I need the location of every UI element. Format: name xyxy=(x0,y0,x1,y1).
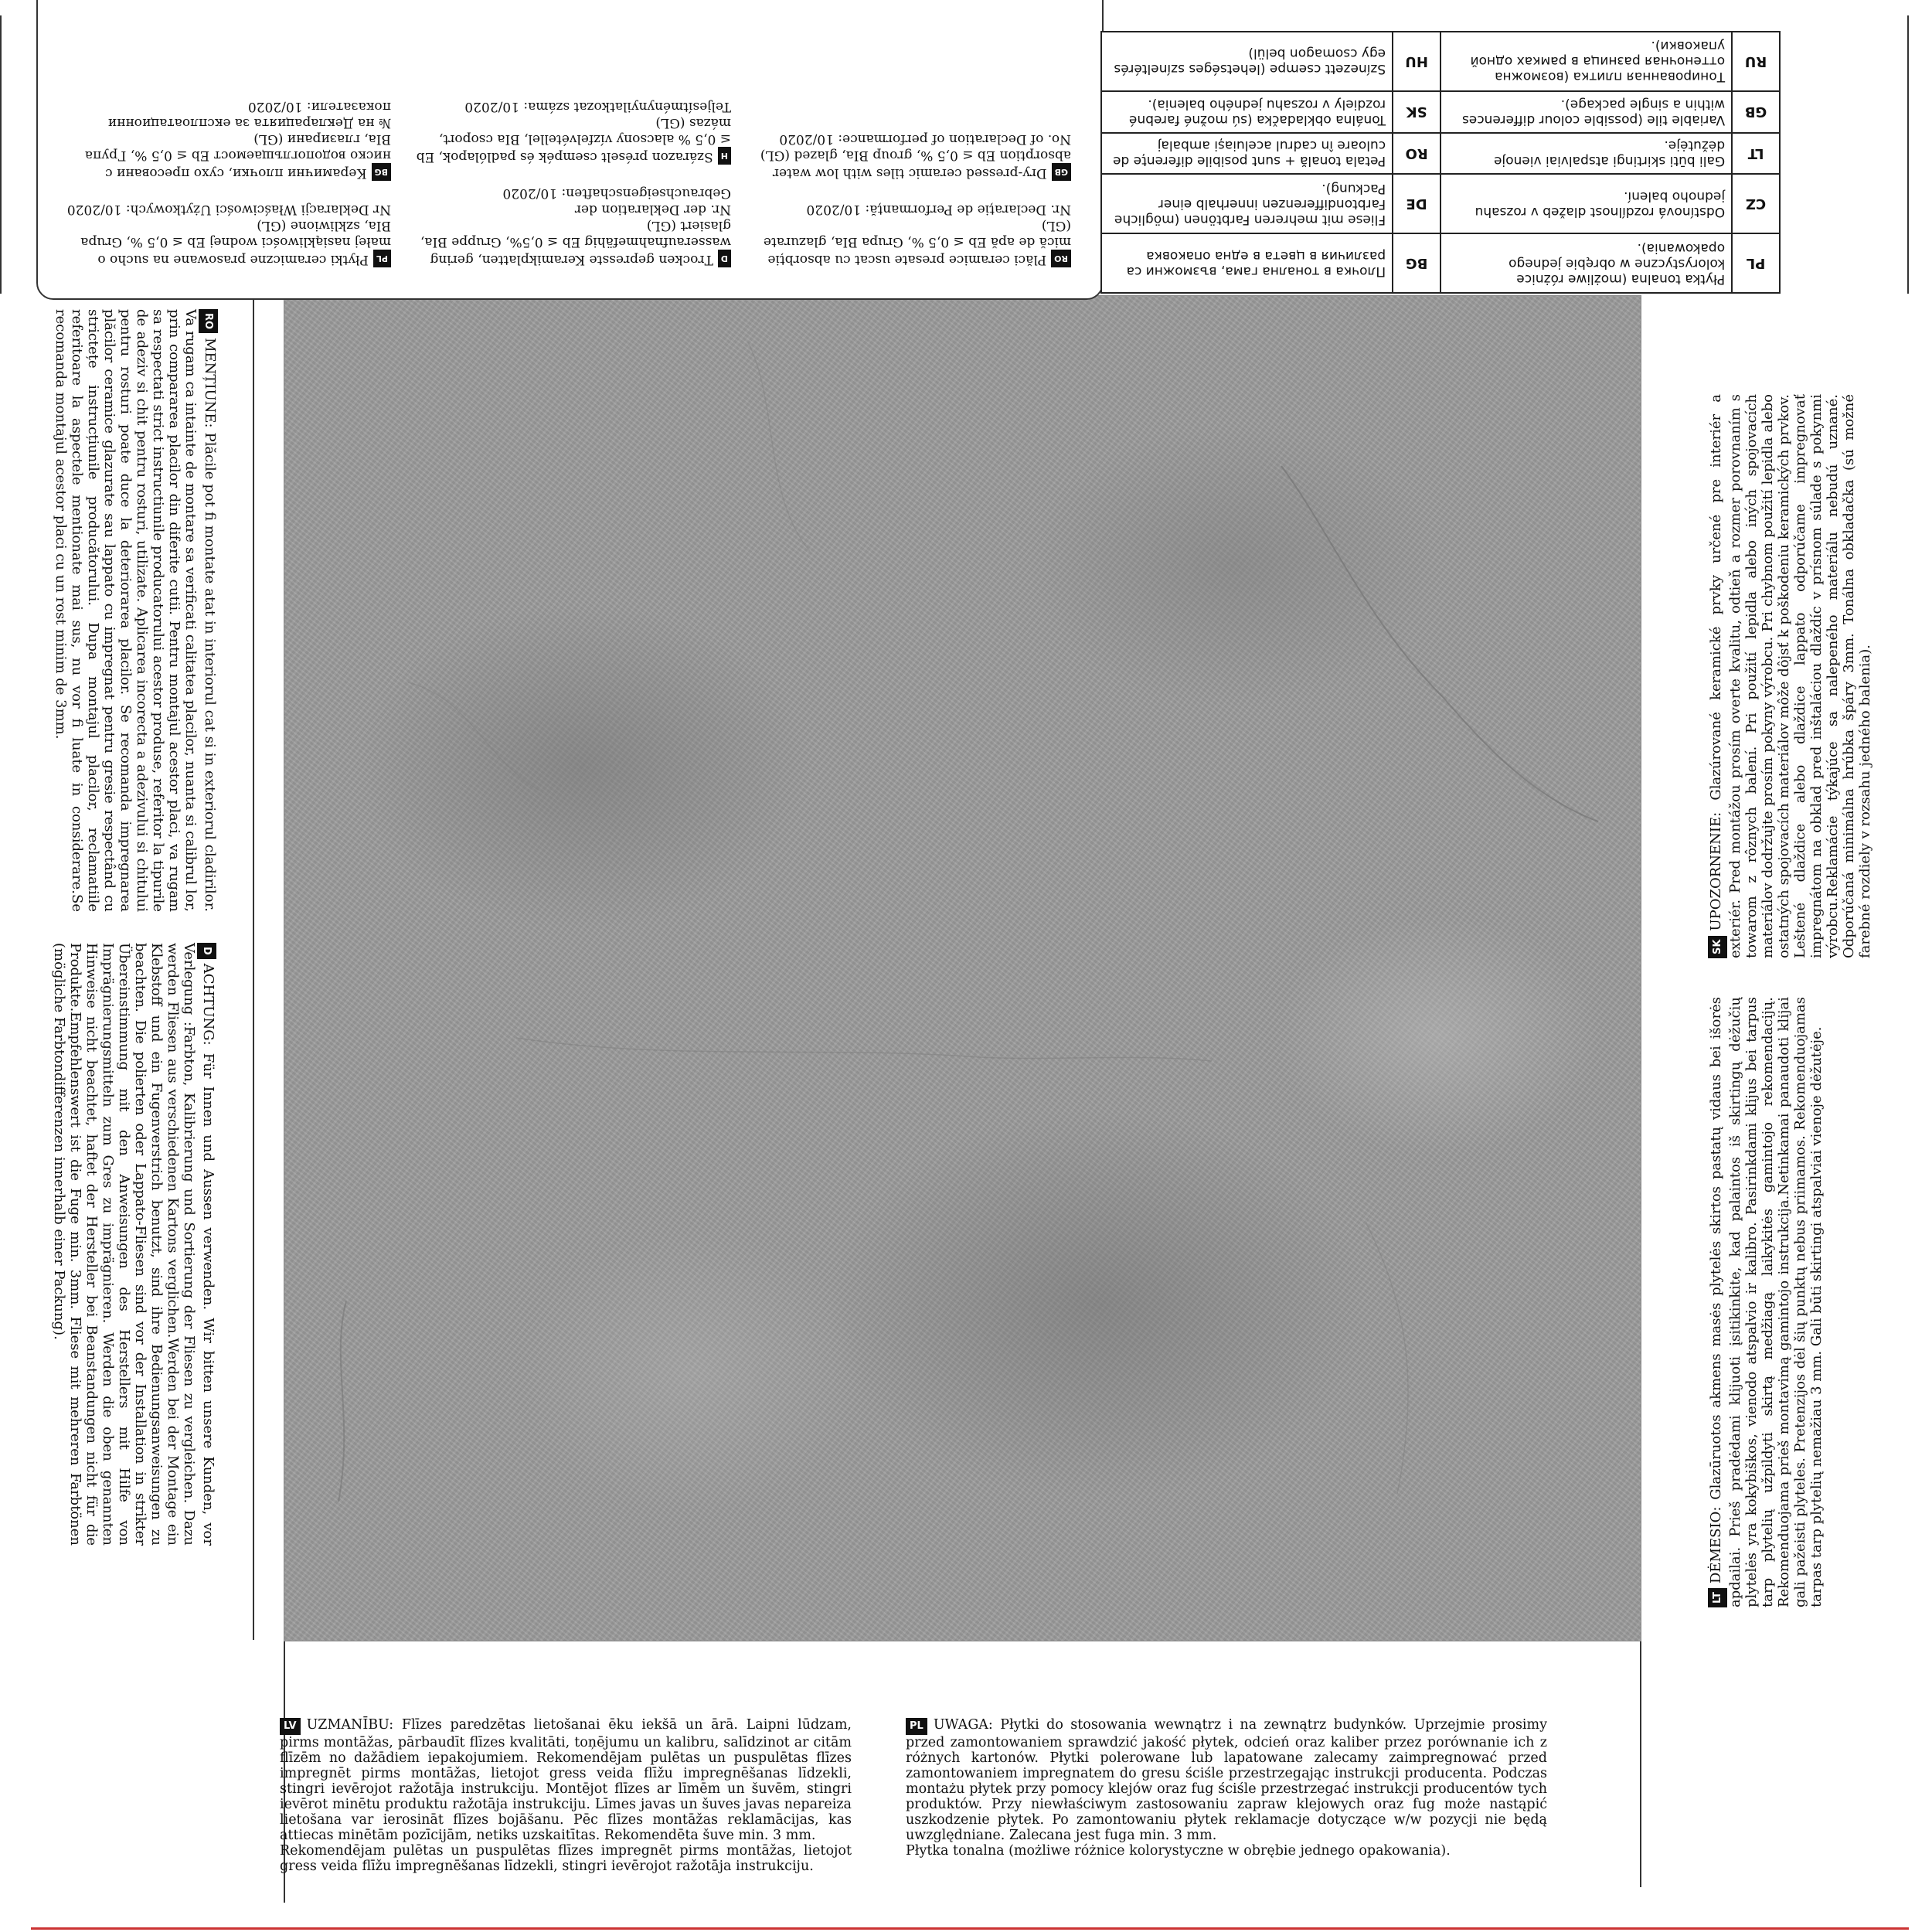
flap-decl: № на Декларацията за експлоатационни показатели: 10/2020 xyxy=(107,99,391,131)
notice-text-2: Rekomendējam pulētas un puspulētas flīzes impregnēt pirms montāžas, lietojot gress veida flīžu impregnēšanas līdzekli, stingri ievērojot ražotāja instrukciju. xyxy=(280,1843,852,1874)
table-row xyxy=(1101,174,1780,233)
tonal-variation-table xyxy=(1100,31,1781,294)
outline-right-top xyxy=(1907,15,1909,294)
table-code: SK xyxy=(1393,91,1440,133)
table-cell: Плочка в тонална гама, възможни са различия в цвета в една опаковка xyxy=(1101,233,1393,293)
lang-tag: SK xyxy=(1708,936,1727,958)
lang-tag: D xyxy=(718,250,731,267)
table-code: DE xyxy=(1393,174,1440,233)
lang-tag: RO xyxy=(1051,250,1071,267)
lang-tag: PL xyxy=(906,1718,927,1735)
table-code: RO xyxy=(1393,133,1440,175)
table-code: CZ xyxy=(1732,174,1780,233)
right-notice-sk xyxy=(1708,394,1874,958)
table-row xyxy=(1101,91,1780,133)
flap-decl: Nr. Declarație de Performanță: 10/2020 xyxy=(806,202,1071,217)
flap-text: Szárazon préselt csempék és padlólapok, Eb ≤ 0,5 % alacsony vízfelvétellel, BIa csoport, mázas (GL) xyxy=(416,115,731,165)
lang-tag: RO xyxy=(199,309,218,333)
notice-text-2: Płytka tonalna (możliwe różnice kolorystyczne w obrębie jednego opakowania). xyxy=(906,1843,1451,1859)
lang-tag: H xyxy=(718,147,731,165)
flap-column-pl-bg xyxy=(66,98,391,267)
lang-tag: BG xyxy=(372,163,391,181)
notice-text: ACHTUNG: Für Innen und Aussen verwenden. Wir bitten unsere Kunden, vor Verlegung :Farbton, Kalibrierung und Sortierung der Fliesen zu vergleichen. Dazu werden Fliesen aus verschiedenen Kartons verglichen.Werden bei der Montage ein Klebstoff und ein Fugenverstrich benutzt, sind ihre Bedienungsanweisungen zu beachten. Die polierten oder Lappato-Fliesen sind vor der Installation in strikter Übereinstimmung mit den Anweisungen des Herstellers mit Hilfe von Imprägnierungsmitteln zum Gres zu imprägnieren. Werden die oben genannten Hinweise nicht beachtet, haftet der Hersteller bei Beanstandungen nicht für die Produkte.Empfehlenswert ist die Fuge min. 3mm. Fliese mit mehreren Farbtönen (mögliche Farbtondifferenzen innerhalb einer Packung). xyxy=(51,943,216,1546)
table-code: HU xyxy=(1393,32,1440,91)
left-notice-ro xyxy=(53,309,218,912)
table-cell: Variable tile (possible colour differences within a single package). xyxy=(1440,91,1732,133)
outline-left-vertical xyxy=(0,15,2,294)
lang-tag: GB xyxy=(1052,163,1071,181)
notice-text: UPOZORNENIE: Glazúrované keramické prvky určené pre interiér a exteriér. Pred montážou prosím overte kvalitu, odtieň a rozmer porovnaním s towarom z rôznych balení. Pri použití lepidla alebo iných spojovacích materiálov dodržujte prosím pokyny výrobcu. Pri chybnom použití lepidla alebo ostatných spojovacích materiálov môže dôjsť k poškodeniu keramických prvkov. Leštené dlaždice alebo dlaždice lappato odporúčame impregnovať impregnátom na obklad pred inštaláciou dlaždíc v prísnom súlade s pokynmi výrobcu.Reklamácie týkajúce sa nalepeného materiálu nebudú uznané. Odporúčaná minimálna hrúbka špáry 3mm. Tonálna obkladačka (sú možné farebné rozdiely v rozsahu jedného balenia). xyxy=(1708,394,1873,958)
lang-tag: LV xyxy=(280,1718,301,1735)
table-code: GB xyxy=(1732,91,1780,133)
notice-text: UZMANĪBU: Flīzes paredzētas lietošanai ēku iekšā un ārā. Laipni lūdzam, pirms montāžas, pārbaudīt flīzes kvalitāti, toņējumu un kalibru, salīdzinot ar citām flīzēm no dažādiem iepakojumiem. Rekomendējam pulētas un puspulētas flīzes impregnēt pirms montāžas, lietojot gress veida flīžu impregnēšanas līdzekli, stingri ievērojot ražotāja instrukciju. Montējot flīzes ar līmēm un šuvēm, stingri ievērot minētu produktu ražotāja instrukciju. Līmes javas un šuves javas nepareiza lietošana var ierosināt flīzes bojāšanu. Pēc flīzes montāžas reklamācijas, kas attiecas minētām pozīcijām, netiks uzskaitītas. Rekomendēta šuve min. 3 mm. xyxy=(280,1717,852,1843)
lang-tag: LT xyxy=(1708,1588,1727,1607)
flap-text: Керамични плочки, сухо пресовани с ниско водопоглъщаемост Eb ≤ 0,5 %, Група BIa, глазирани (GL) xyxy=(84,131,391,181)
table-cell: Płytka tonalna (możliwe różnice kolorystyczne w obrębie jednego opakowania). xyxy=(1440,233,1732,293)
notice-text: DĖMESIO: Glazūruotos akmens masės plytelės skirtos pastatų vidaus bei išorės apdailai. Prieš pradėdami klijuoti įsitikinkite, kad palaintos iš skirtingų dėžučių plytelės yra kokybiškos, vienodo atspalvio ir kalibro. Pasirinkdami klijus bei tarpus tarp plytelių užpildyti skirtą medžiagą laikykitės gamintojo rekomendacijų. Rekomenduojama prieš montavimą gamintojo instrukcija.Netinkamai panaudoti klijai gali pažeisti plyteles. Pretenzijos dėl šių punktų nebus priimamos. Rekomenduojamas tarpas tarp plytelių nemažiau 3 mm. Gali būti skirtingi atspalviai vienoje dėžutėje. xyxy=(1708,997,1825,1607)
table-cell: Odstínová rozdílnost dlažeb v rozsahu jednoho balení. xyxy=(1440,174,1732,233)
table-cell: Fliese mit mehreren Farbtönen (mögliche Farbtondifferenzen innerhalb einer Packung). xyxy=(1101,174,1393,233)
outline-left-lower xyxy=(253,295,254,1640)
table-code: PL xyxy=(1732,233,1780,293)
bottom-edge-line xyxy=(31,1927,1909,1930)
table-row xyxy=(1101,32,1780,91)
notice-text: UWAGA: Płytki do stosowania wewnątrz i na zewnątrz budynków. Uprzejmie prosimy przed zamontowaniem sprawdzić jakość płytek, odcień oraz kaliber przez porównanie ich z różnych kartonów. Płytki polerowane lub lapatowane zalecamy zaimpregnować przed zamontowaniem impregnatem do gresu ściśle przestrzegając instrukcji producenta. Podczas montażu płytek przy pomocy klejów oraz fug ściśle przestrzegać instrukcji producentów tych produktów. Przy niewłaściwym zastosowaniu zapraw klejowych oraz fug może nastąpić uszkodzenie płytek. Po zamontowaniu płytek reklamacje dotyczące w/w pozycji nie będą uwzględniane. Zalecana jest fuga min. 3 mm. xyxy=(906,1717,1547,1843)
table-cell: Tonálna obkladačka (sú možné farebné rozdiely v rozsahu jedného balenia). xyxy=(1101,91,1393,133)
notice-text: MENȚIUNE: Plăcile pot fi montate atat in interiorul cat si in exteriorul cladirilor. Va rugam ca intainte de montare sa verificati calitatea placilor, nuanta si calibrul lor, prin compararea placilor din diferite cutii. Pentru montajul acestor placi, va rugam sa respectati strict instructiunile producatorului acestor produse, referitor la tipurile de adeziv si chit pentru rosturi, utilizate. Aplicarea incorecta a adezivului si chitului pentru rosturi poate duce la deteriorarea placilor. Se recomanda impregnarea plăcilor ceramice glazurate sau lappato cu impregnat pentru gresie respectând cu strictețe instrucțiunile producătorului. Dupa montajul placilor, reclamatiile referitoare la aspectele mentionate mai sus, nu vor fi luate in considerare.Se recomanda montajul acestor placi cu un rost minim de 3mm. xyxy=(53,309,218,912)
tile-surface-image xyxy=(284,295,1641,1641)
flap-text: Trocken gepresste Keramikplatten, gering wasseraufnahmefähig Eb ≤ 0,5%, Gruppe BIa, glasiert (GL) xyxy=(420,218,731,267)
table-cell: Színezett csempe (lehetséges színeltérés egy csomagon belül) xyxy=(1101,32,1393,91)
flap-text: Płytki ceramiczne prasowane na sucho o małej nasiąkliwości wodnej Eb ≤ 0,5 %, Grupa BIa, szkliwione (GL) xyxy=(80,218,391,267)
table-cell: Petala tonală + sunt posibile diferențe de culoare în cadrul aceluiași ambalaj xyxy=(1101,133,1393,175)
top-flap xyxy=(36,0,1104,300)
right-notice-lt xyxy=(1708,997,1874,1607)
table-row xyxy=(1101,133,1780,175)
flap-decl: Nr. der Deklaration der Gebrauchseigenschaften: 10/2020 xyxy=(502,185,731,217)
lang-tag: PL xyxy=(373,250,391,267)
flap-decl: No. of Declaration of performance: 10/2020 xyxy=(779,131,1071,147)
flap-decl: Teljesítménynyilatkozat száma: 10/2020 xyxy=(464,99,731,114)
flap-text: Plăci ceramice presate uscat cu absorbție mică de apă Eb ≤ 0,5 %, Grupa BIa, glazurate (GL) xyxy=(763,218,1071,267)
bottom-notice-pl xyxy=(906,1717,1547,1859)
table-code: LT xyxy=(1732,133,1780,175)
table-code: BG xyxy=(1393,233,1440,293)
flap-decl: Nr Deklaracji Właściwości Użytkowych: 10/2020 xyxy=(66,202,391,217)
tile-veins xyxy=(284,296,1641,1641)
flap-text: Dry-pressed ceramic tiles with low water absorption Eb ≤ 0,5 %, group BIa, glazed (GL) xyxy=(760,148,1071,181)
top-flap-rotated-content xyxy=(38,0,1102,298)
left-notice-de xyxy=(51,943,216,1546)
bottom-notice-lv xyxy=(280,1717,852,1874)
flap-column-ro-gb xyxy=(747,131,1071,267)
table-cell: Gali būti skirtingi atspalviai vienoje dėžutėje. xyxy=(1440,133,1732,175)
lang-tag: D xyxy=(197,943,216,959)
table-code: RU xyxy=(1732,32,1780,91)
tonal-variation-table-rotated xyxy=(1100,31,1781,294)
table-row xyxy=(1101,233,1780,293)
flap-column-d-h xyxy=(406,98,731,267)
table-cell: Тонированная плитка (возможна оттеночная разница в рамках одной упаковки). xyxy=(1440,32,1732,91)
